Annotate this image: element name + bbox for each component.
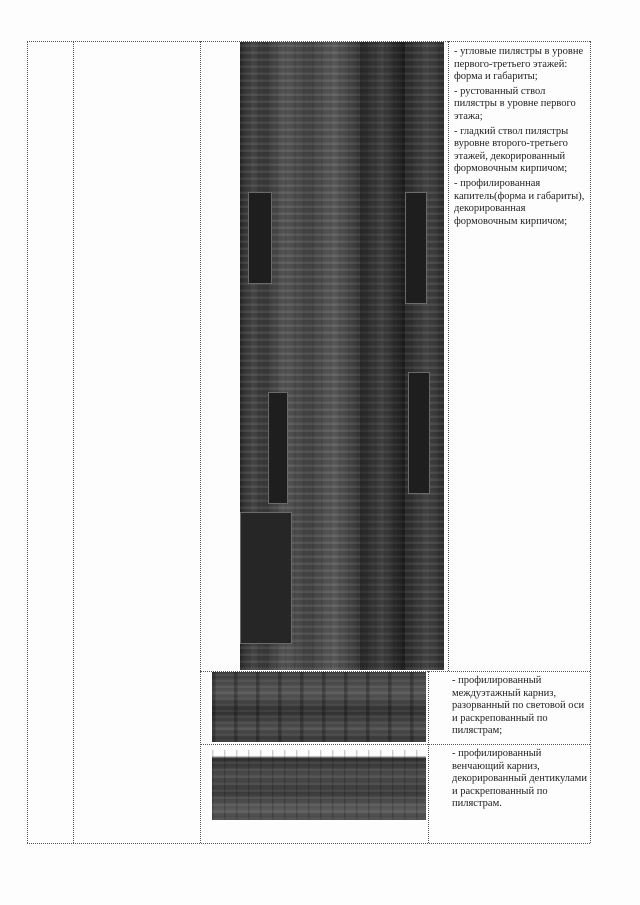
table-divider-col3-lower bbox=[428, 671, 429, 843]
description-item: - профилированная капитель(форма и габариты), декорированная формовочным кирпичом; bbox=[454, 177, 585, 227]
description-item: - угловые пилястры в уровне первого-третьего этажей: форма и габариты; bbox=[454, 46, 584, 83]
row1-description bbox=[454, 46, 588, 230]
window-shape bbox=[268, 392, 288, 504]
facade-pilaster-photo bbox=[240, 42, 444, 670]
description-item: - рустованный ствол пилястры в уровне первого этажа; bbox=[454, 85, 576, 122]
row3-description bbox=[452, 748, 588, 813]
description-item: - гладкий ствол пилястры вуровне второго-третьего этажей, декорированный формовочным кирпичом; bbox=[454, 125, 569, 175]
window-shape bbox=[248, 192, 272, 284]
window-shape bbox=[240, 512, 292, 644]
table-divider-col2 bbox=[200, 41, 201, 843]
table-border-left bbox=[27, 41, 28, 843]
table-row-divider-2 bbox=[200, 744, 590, 745]
crowning-cornice-photo bbox=[212, 750, 426, 820]
table-divider-col1 bbox=[73, 41, 74, 843]
description-item: - профилированный междуэтажный карниз, разорванный по световой оси и раскрепованный по пилястрам; bbox=[452, 675, 585, 737]
window-shape bbox=[405, 192, 427, 304]
interfloor-cornice-photo bbox=[212, 672, 426, 742]
table-border-right bbox=[590, 41, 591, 843]
table-border-bottom bbox=[27, 843, 590, 844]
table-divider-col3 bbox=[448, 41, 449, 671]
window-shape bbox=[408, 372, 430, 494]
description-item: - профилированный венчающий карниз, декорированный дентикулами и раскрепованный по пилястрам. bbox=[452, 748, 587, 810]
row2-description bbox=[452, 675, 588, 740]
